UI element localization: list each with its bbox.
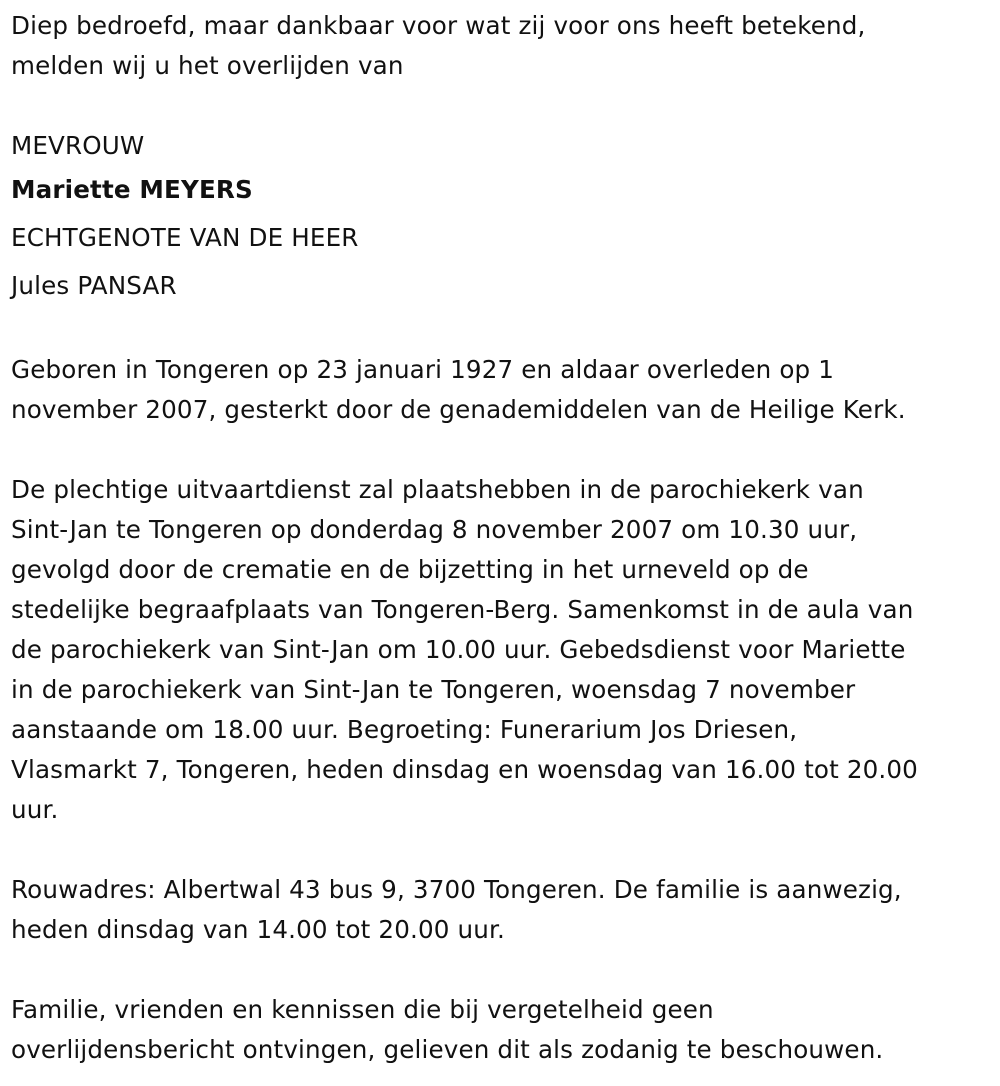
paragraph-spacer [11,950,986,990]
deceased-name: Mariette MEYERS [11,175,253,204]
funeral-line: in de parochiekerk van Sint-Jan te Tongeren, woensdag 7 november [11,675,856,704]
funeral-line: aanstaande om 18.00 uur. Begroeting: Funerarium Jos Driesen, [11,715,798,744]
mourning-address-line: Rouwadres: Albertwal 43 bus 9, 3700 Tongeren. De familie is aanwezig, [11,875,902,904]
funeral-line: gevolgd door de crematie en de bijzetting in het urneveld op de [11,555,809,584]
intro-paragraph [11,6,986,86]
intro-line: melden wij u het overlijden van [11,51,404,80]
funeral-line: De plechtige uitvaartdienst zal plaatshebben in de parochiekerk van [11,475,864,504]
mourning-address-paragraph [11,870,986,950]
funeral-paragraph [11,470,986,830]
obituary-notice [11,6,986,1070]
funeral-line: Sint-Jan te Tongeren op donderdag 8 november 2007 om 10.30 uur, [11,515,858,544]
funeral-line: Vlasmarkt 7, Tongeren, heden dinsdag en woensdag van 16.00 tot 20.00 [11,755,918,784]
funeral-line: de parochiekerk van Sint-Jan om 10.00 uur. Gebedsdienst voor Mariette [11,635,906,664]
spouse-name: Jules PANSAR [11,271,177,300]
birth-death-line: Geboren in Tongeren op 23 januari 1927 en aldaar overleden op 1 [11,355,835,384]
paragraph-spacer [11,86,986,126]
mourning-address-line: heden dinsdag van 14.00 tot 20.00 uur. [11,915,505,944]
funeral-line: uur. [11,795,59,824]
birth-death-line: november 2007, gesterkt door de genademiddelen van de Heilige Kerk. [11,395,906,424]
funeral-line: stedelijke begraafplaats van Tongeren-Berg. Samenkomst in de aula van [11,595,914,624]
paragraph-spacer [11,430,986,470]
closing-line: Familie, vrienden en kennissen die bij vergetelheid geen [11,995,714,1024]
birth-death-paragraph [11,350,986,430]
closing-line: overlijdensbericht ontvingen, gelieven dit als zodanig te beschouwen. [11,1035,884,1064]
deceased-title: MEVROUW [11,131,145,160]
deceased-block [11,126,986,310]
deceased-relation: ECHTGENOTE VAN DE HEER [11,223,359,252]
intro-line: Diep bedroefd, maar dankbaar voor wat zij voor ons heeft betekend, [11,11,866,40]
closing-paragraph [11,990,986,1070]
paragraph-spacer [11,310,986,350]
paragraph-spacer [11,830,986,870]
